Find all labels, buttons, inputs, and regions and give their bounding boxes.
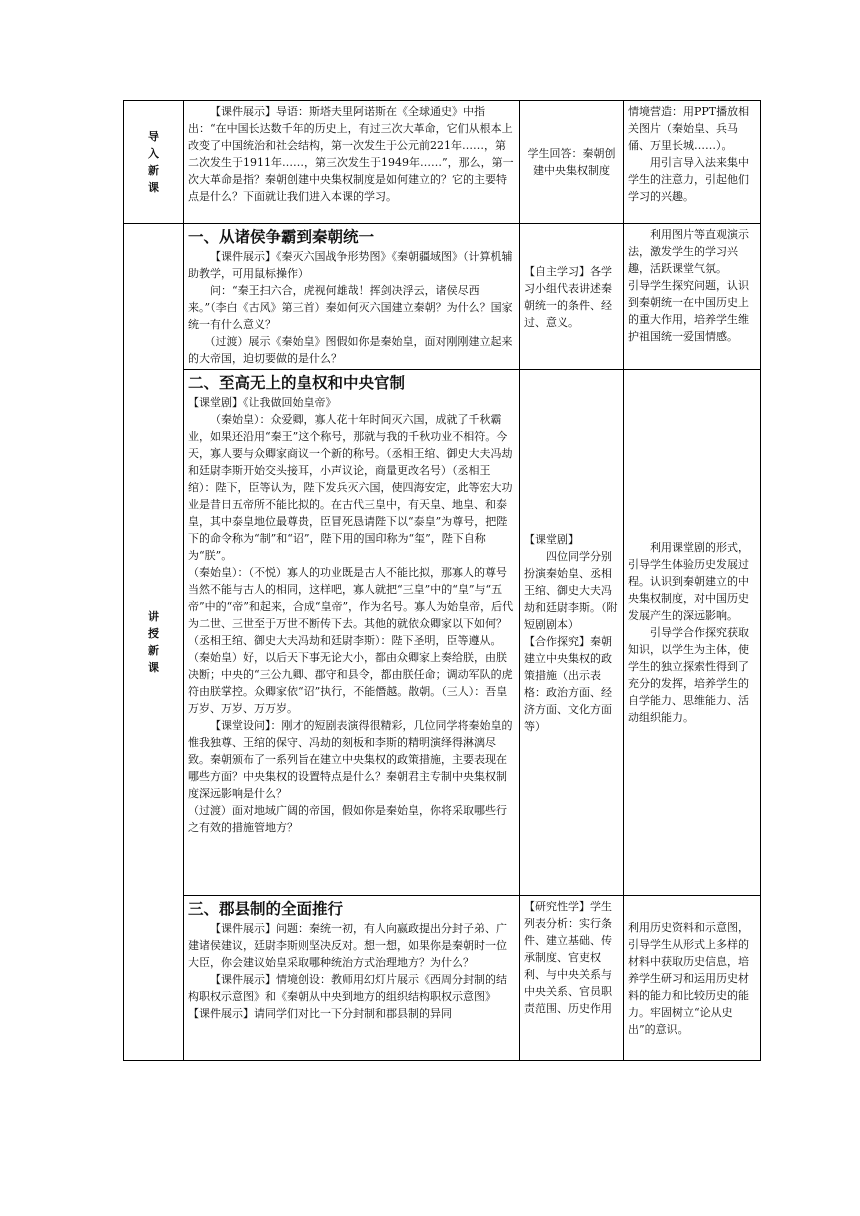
- stage-teach: [124, 224, 184, 1061]
- stage-char: 入: [148, 147, 159, 160]
- stage-char: 课: [148, 181, 159, 194]
- intro-text: 【课件展示】导语：斯塔夫里阿诺斯在《全球通史》中指出：“在中国长达数千年的历史上，有过三次大革命，它们从根本上改变了中国统治和社会结构，第一次发生于公元前221年……，第二次发生于1911年……，第三次发生于1949年……”，那么，第一次大革命是指？秦朝创建中央集权制度是如何建立的？它的主要特点是什么？下面就让我们进入本课的学习。: [188, 105, 514, 203]
- sec3-student: [520, 896, 624, 1061]
- sec1-p2: 问：“秦王扫六合，虎视何雄哉！挥剑决浮云，诸侯尽西来。”（李白《古风》第三首）秦如何灭六国建立秦朝？为什么？国家统一有什么意义？: [188, 284, 513, 331]
- sec2-p2: （秦始皇）：众爱卿，寡人花十年时间灭六国，成就了千秋霸业，如果还沿用“秦王”这个称号，那就与我的千秋功业不相符。今天，寡人要与众卿家商议一个新的称号。（丞相王绾、御史大夫冯劫和廷尉李斯开始交头接耳，小声议论，商量更改名号）（丞相王绾）：陛下，臣等认为，陛下发兵灭六国，使四海安定，此等宏大功业是昔日五帝所不能比拟的。在古代三皇中，有天皇、地皇、和泰皇，其中泰皇地位最尊贵，臣冒死恳请陛下以“泰皇”为尊号，把陛下的命令称为“制”和“诏”，陛下用的国印称为“玺”，陛下自称为“朕”。: [188, 413, 513, 562]
- sec2-intent-2: 引导学合作探究获取知识，以学生为主体，使学生的独立探索性得到了充分的发挥，培养学生的自学能力、思维能力、活动组织能力。: [628, 626, 749, 724]
- sec2-student: [520, 370, 624, 896]
- sec3-p1: 【课件展示】问题：秦统一初，有人向嬴政提出分封子弟、广建诸侯建议，廷尉李斯则坚决反对。想一想，如果你是秦朝时一位大臣，你会建议始皇采取哪种统治方式治理地方？为什么？: [188, 922, 507, 969]
- sec3-content: [184, 896, 520, 1061]
- intro-intent: [624, 101, 761, 224]
- sec2-p5: （过渡）面对地域广阔的帝国，假如你是秦始皇，你将采取哪些行之有效的措施管地方？: [188, 804, 507, 834]
- sec3-p2: 【课件展示】情境创设：教师用幻灯片展示《西周分封制的结构职权示意图》和《秦朝从中央到地方的组织结构职权示意图》: [188, 973, 507, 1003]
- intro-student: [520, 101, 624, 224]
- stage-char: 新: [148, 644, 159, 657]
- sec1-intent-2: 引导学生探究问题，认识到秦朝统一在中国历史上的重大作用，培养学生维护祖国统一爱国情感。: [628, 279, 749, 343]
- sec1-student: [520, 224, 624, 370]
- stage-char: 课: [148, 661, 159, 674]
- intro-row: [124, 101, 761, 224]
- sec2-p3: （秦始皇）：（不悦）寡人的功业既是古人不能比拟，那寡人的尊号当然不能与古人的相同，这样吧，寡人就把“三皇”中的“皇”与“五帝”中的“帝”和起来，合成“皇帝”，作为名号。寡人为始皇帝，后代为二世、三世至于万世不断传下去。其他的就依众卿家以下如何？（丞相王绾、御史大夫冯劫和廷尉李斯）：陛下圣明，臣等遵从。（秦始皇）好，以后天下事无论大小，都由众卿家上奏给朕，由朕决断；中央的“三公九卿、郡守和县令，都由朕任命；调动军队的虎符由朕掌控。众卿家依“诏”执行，不能僭越。散朝。（三人）：吾皇万岁、万岁、万万岁。: [188, 566, 514, 715]
- intro-intent-2: 用引言导入法来集中学生的注意力，引起他们学习的兴趣。: [628, 156, 749, 203]
- sec2-student-1: 【课堂剧】: [524, 532, 579, 546]
- sec1-p1: 【课件展示】《秦灭六国战争形势图》《秦朝疆域图》（计算机辅助教学，可用鼠标操作）: [188, 250, 513, 280]
- sec3-student-text: 【研究性学】学生列表分析：实行条件、建立基础、传承制度、官吏权利、与中央关系与中央关系、官员职责范围、历史作用: [524, 900, 612, 1015]
- intro-intent-1: 情境营造：用PPT播放相关图片（秦始皇、兵马俑、万里长城……）。: [628, 105, 750, 152]
- stage-intro: [124, 101, 184, 224]
- sec2-p4: 【课堂设问】：刚才的短剧表演得很精彩，几位同学将秦始皇的惟我独尊、王绾的保守、冯劫的刻板和李斯的精明演绎得淋漓尽致。秦朝颁布了一系列旨在建立中央集权的政策措施，主要表现在哪些方面？中央集权的设置特点是什么？秦朝君主专制中央集权制度深远影响是什么？: [188, 719, 513, 800]
- sec2-p1: 【课堂剧】《让我做回始皇帝》: [188, 396, 337, 409]
- sec2-student-2: 四位同学分别扮演秦始皇、丞相王绾、御史大夫冯劫和廷尉李斯。（附短剧剧本）: [524, 549, 618, 631]
- sec1-student-text: 【自主学习】各学习小组代表讲述秦朝统一的条件、经过、意义。: [524, 264, 612, 329]
- sec3-row: [124, 896, 761, 1061]
- sec1-title: 一、从诸侯争霸到秦朝统一: [188, 228, 375, 246]
- intro-student-text: 学生回答：秦朝创建中央集权制度: [527, 147, 616, 177]
- sec3-title: 三、郡县制的全面推行: [188, 900, 344, 918]
- sec1-p3: （过渡）展示《秦始皇》图假如你是秦始皇，面对刚刚建立起来的大帝国，迫切要做的是什么？: [188, 335, 513, 365]
- sec3-intent-text: 利用历史资料和示意图，引导学生从形式上多样的材料中获取历史信息，培养学生研习和运用历史材料的能力和比较历史的能力。牢固树立“论从史出”的意识。: [628, 920, 749, 1036]
- stage-char: 导: [148, 130, 159, 143]
- sec1-intent-1: 利用图片等直观演示法，激发学生的学习兴趣，活跃课堂气氛。: [628, 228, 749, 275]
- sec1-content: [184, 224, 520, 370]
- stage-char: 讲: [148, 610, 159, 623]
- sec2-intent: [624, 370, 761, 896]
- sec1-intent: [624, 224, 761, 370]
- sec2-student-3: 【合作探究】秦朝建立中央集权的政策措施（出示表格：政治方面、经济方面、文化方面等）: [524, 634, 612, 733]
- sec3-intent: [624, 896, 761, 1061]
- sec2-intent-1: 利用课堂剧的形式，引导学生体验历史发展过程。认识到秦朝建立的中央集权制度，对中国历史发展产生的深远影响。: [628, 541, 749, 622]
- sec3-p3: 【课件展示】请同学们对比一下分封制和郡县制的异同: [188, 1007, 452, 1020]
- sec1-row: [124, 224, 761, 370]
- sec2-row: [124, 370, 761, 896]
- intro-content: [184, 101, 520, 224]
- lesson-plan-table: [123, 100, 761, 1061]
- stage-char: 新: [148, 164, 159, 177]
- sec2-content: [184, 370, 520, 896]
- sec2-title: 二、至高无上的皇权和中央官制: [188, 374, 406, 392]
- stage-char: 授: [148, 627, 159, 640]
